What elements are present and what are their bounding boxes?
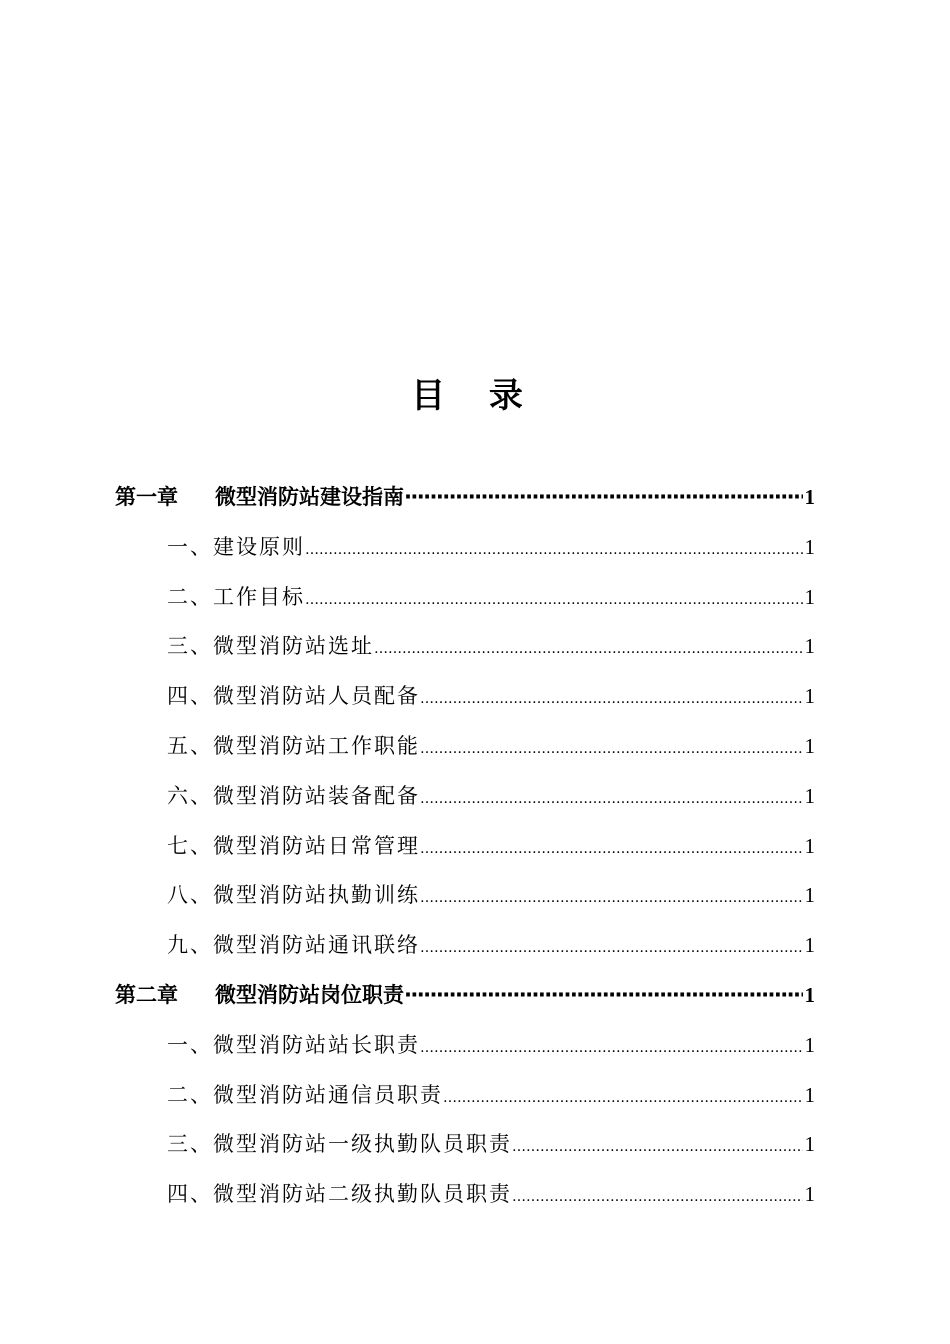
toc-page-number: 1 xyxy=(804,982,815,1007)
toc-entry-label: 四、微型消防站二级执勤队员职责 xyxy=(167,1182,512,1207)
toc-dot-leader xyxy=(404,473,803,523)
toc-section-entry[interactable] xyxy=(115,622,815,672)
toc-dot-leader xyxy=(305,523,803,573)
toc-page-number: 1 xyxy=(804,584,815,609)
toc-dot-leader xyxy=(420,722,803,772)
toc-entry-label: 微型消防站建设指南 xyxy=(215,485,404,509)
toc-entry-label: 五、微型消防站工作职能 xyxy=(167,733,420,758)
toc-chapter-number: 第二章 xyxy=(115,982,178,1007)
toc-section-entry[interactable] xyxy=(115,722,815,772)
toc-chapter-entry[interactable] xyxy=(115,971,815,1021)
toc-entry-label: 四、微型消防站人员配备 xyxy=(167,684,420,709)
toc-section-entry[interactable] xyxy=(115,672,815,722)
toc-section-entry[interactable] xyxy=(115,1120,815,1170)
toc-entry-label: 微型消防站岗位职责 xyxy=(215,982,404,1007)
toc-section-entry[interactable] xyxy=(115,1021,815,1071)
toc-page-number: 1 xyxy=(804,1182,815,1207)
toc-entry-label: 三、微型消防站一级执勤队员职责 xyxy=(167,1132,512,1157)
toc-chapter-entry[interactable] xyxy=(115,473,815,523)
toc-page-number: 1 xyxy=(804,933,815,958)
toc-section-entry[interactable] xyxy=(115,1071,815,1121)
toc-title: 目 录 xyxy=(411,376,539,416)
toc-section-entry[interactable] xyxy=(115,573,815,623)
toc-page-number: 1 xyxy=(804,485,815,509)
toc-dot-leader xyxy=(420,921,803,971)
toc-page-number: 1 xyxy=(804,833,815,858)
toc-page-number: 1 xyxy=(804,1132,815,1157)
toc-section-entry[interactable] xyxy=(115,871,815,921)
toc-entry-label: 一、建设原则 xyxy=(167,534,305,559)
toc-section-entry[interactable] xyxy=(115,921,815,971)
toc-dot-leader xyxy=(420,871,803,921)
toc-page-number: 1 xyxy=(804,634,815,659)
toc-entry-label: 六、微型消防站装备配备 xyxy=(167,783,420,808)
toc-section-entry[interactable] xyxy=(115,772,815,822)
toc-dot-leader xyxy=(305,573,803,623)
toc-entry-label: 二、微型消防站通信员职责 xyxy=(167,1082,443,1107)
toc-page-number: 1 xyxy=(804,684,815,709)
toc-dot-leader xyxy=(420,1021,803,1071)
toc-entry-label: 九、微型消防站通讯联络 xyxy=(167,933,420,958)
toc-dot-leader xyxy=(420,772,803,822)
toc-dot-leader xyxy=(512,1170,803,1220)
toc-page-number: 1 xyxy=(804,534,815,559)
toc-page-number: 1 xyxy=(804,1082,815,1107)
toc-chapter-number: 第一章 xyxy=(115,485,178,509)
toc-dot-leader xyxy=(420,822,803,872)
toc-page-number: 1 xyxy=(804,1032,815,1057)
toc-dot-leader xyxy=(512,1120,803,1170)
toc-section-entry[interactable] xyxy=(115,822,815,872)
toc-dot-leader xyxy=(374,622,803,672)
toc-section-entry[interactable] xyxy=(115,523,815,573)
toc-dot-leader xyxy=(420,672,803,722)
toc-entry-label: 三、微型消防站选址 xyxy=(167,634,374,659)
toc-dot-leader xyxy=(404,971,803,1021)
toc-entry-label: 一、微型消防站站长职责 xyxy=(167,1032,420,1057)
toc-dot-leader xyxy=(443,1071,803,1121)
toc-page-number: 1 xyxy=(804,733,815,758)
toc-section-entry[interactable] xyxy=(115,1170,815,1220)
toc-page-number: 1 xyxy=(804,883,815,908)
toc-page-number: 1 xyxy=(804,783,815,808)
toc-entry-label: 二、工作目标 xyxy=(167,584,305,609)
toc-entry-label: 七、微型消防站日常管理 xyxy=(167,833,420,858)
table-of-contents xyxy=(115,473,815,1220)
toc-entry-label: 八、微型消防站执勤训练 xyxy=(167,883,420,908)
